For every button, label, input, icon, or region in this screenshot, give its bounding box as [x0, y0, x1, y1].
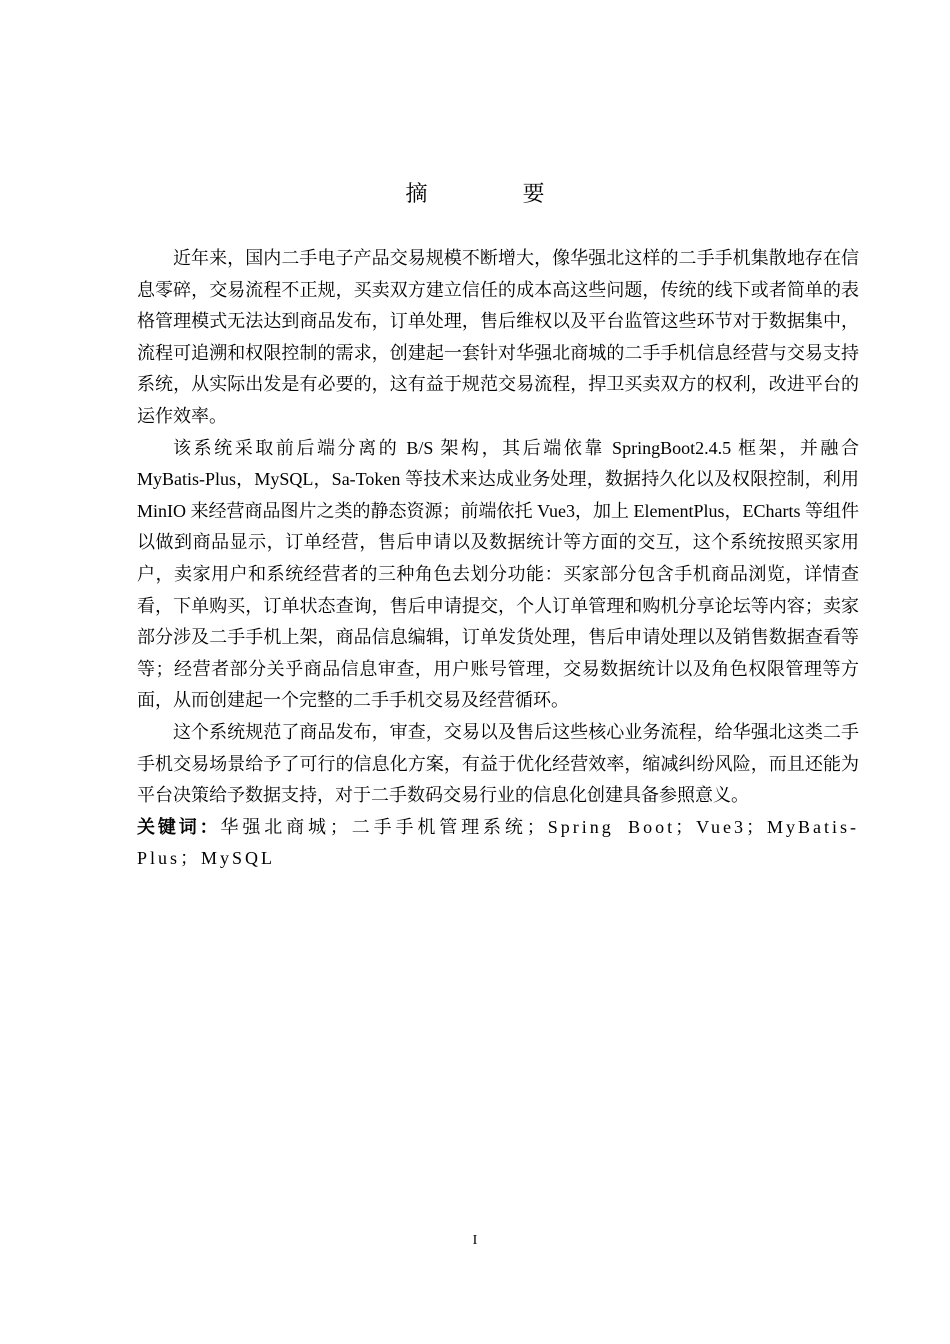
page-number: I	[472, 1233, 478, 1248]
abstract-body	[137, 243, 859, 875]
keywords-text: 华强北商城；二手手机管理系统；Spring Boot；Vue3；MyBatis-Plus；MySQL	[137, 816, 860, 869]
abstract-heading: 摘 要	[405, 182, 589, 207]
keywords-label: 关键词：	[137, 816, 221, 838]
abstract-paragraph-2: 该系统采取前后端分离的 B/S 架构，其后端依靠 SpringBoot2.4.5 框架，并融合 MyBatis-Plus，MySQL，Sa-Token 等技术来达成业务处理，数据持久化以及权限控制，利用 MinIO 来经营商品图片之类的静态资源；前端依托 Vue3，加上 ElementPlus，ECharts 等组件以做到商品显示，订单经营，售后申请以及数据统计等方面的交互，这个系统按照买家用户，卖家用户和系统经营者的三种角色去划分功能：买家部分包含手机商品浏览，详情查看，下单购买，订单状态查询，售后申请提交，个人订单管理和购机分享论坛等内容；卖家部分涉及二手手机上架，商品信息编辑，订单发货处理，售后申请处理以及销售数据查看等等；经营者部分关乎商品信息审查，用户账号管理，交易数据统计以及角色权限管理等方面，从而创建起一个完整的二手手机交易及经营循环。	[137, 437, 859, 711]
abstract-paragraph-1: 近年来，国内二手电子产品交易规模不断增大，像华强北这样的二手手机集散地存在信息零碎，交易流程不正规，买卖双方建立信任的成本高这些问题，传统的线下或者简单的表格管理模式无法达到商品发布，订单处理，售后维权以及平台监管这些环节对于数据集中，流程可追溯和权限控制的需求，创建起一套针对华强北商城的二手手机信息经营与交易支持系统，从实际出发是有必要的，这有益于规范交易流程，捍卫买卖双方的权利，改进平台的运作效率。	[137, 248, 859, 426]
abstract-paragraph-3: 这个系统规范了商品发布，审查，交易以及售后这些核心业务流程，给华强北这类二手手机交易场景给予了可行的信息化方案，有益于优化经营效率，缩减纠纷风险，而且还能为平台决策给予数据支持，对于二手数码交易行业的信息化创建具备参照意义。	[137, 721, 859, 806]
keywords-line	[137, 812, 859, 875]
